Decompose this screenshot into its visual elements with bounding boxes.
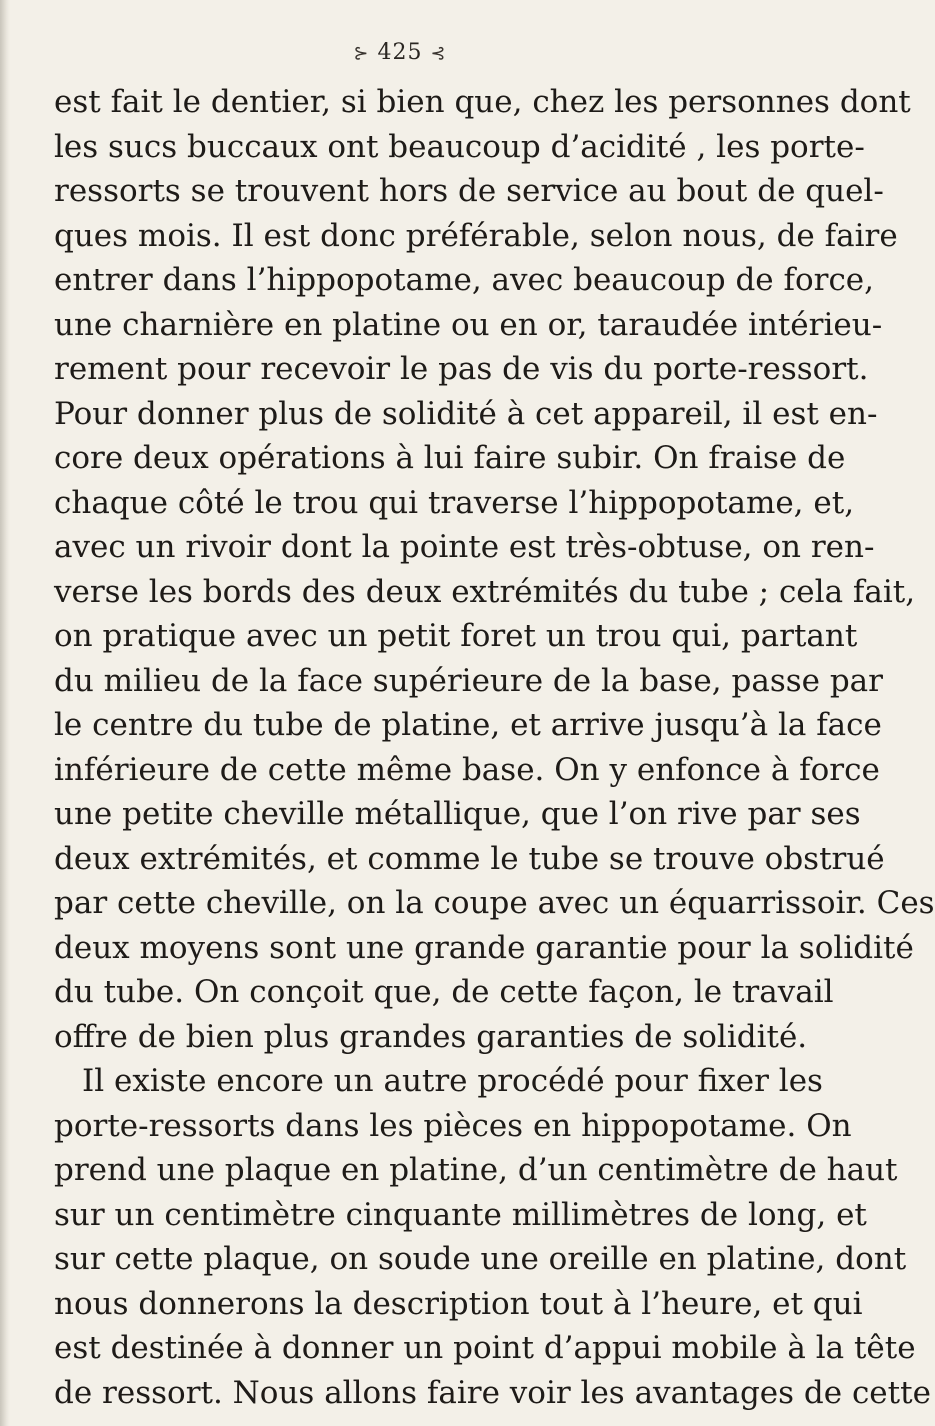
text-line: une petite cheville métallique, que l’on rive par ses	[54, 796, 861, 832]
text-line: par cette cheville, on la coupe avec un équarrissoir. Ces	[54, 885, 935, 921]
text-line: deux moyens sont une grande garantie pour la solidité	[54, 929, 914, 966]
header-ornament-left: ⊱	[353, 43, 370, 64]
text-line: porte-ressorts dans les pièces en hippopotame. On	[54, 1107, 852, 1144]
text-line: on pratique avec un petit foret un trou qui, partant	[54, 618, 858, 654]
text-line: Pour donner plus de solidité à cet appareil, il est en-	[54, 395, 878, 432]
text-line: deux extrémités, et comme le tube se trouve obstrué	[54, 840, 885, 877]
text-line: chaque côté le trou qui traverse l’hippopotame, et,	[54, 484, 855, 521]
text-line: entrer dans l’hippopotame, avec beaucoup de force,	[54, 262, 875, 298]
text-line: est destinée à donner un point d’appui mobile à la tête	[54, 1330, 916, 1366]
text-line: sur un centimètre cinquante millimètres de long, et	[54, 1196, 867, 1233]
header-ornament-right: ⊰	[430, 43, 447, 64]
paragraph-2	[54, 1059, 931, 1415]
text-line: une charnière en platine ou en or, taraudée intérieu-	[54, 306, 883, 343]
page-body	[54, 80, 935, 1415]
text-line: inférieure de cette même base. On y enfonce à force	[54, 751, 880, 788]
text-line: ques mois. Il est donc préférable, selon nous, de faire	[54, 217, 898, 254]
text-line: core deux opérations à lui faire subir. On fraise de	[54, 440, 846, 476]
text-line: verse les bords des deux extrémités du tube ; cela fait,	[54, 573, 916, 610]
text-line: avec un rivoir dont la pointe est très-obtuse, on ren-	[54, 529, 875, 565]
paragraph-1	[54, 80, 935, 1059]
text-line: Il existe encore un autre procédé pour fixer les	[82, 1063, 823, 1099]
page-number: 425	[377, 40, 423, 65]
text-line: nous donnerons la description tout à l’heure, et qui	[54, 1285, 863, 1322]
text-line: le centre du tube de platine, et arrive jusqu’à la face	[54, 707, 882, 743]
text-line: prend une plaque en platine, d’un centimètre de haut	[54, 1152, 898, 1188]
text-line: sur cette plaque, on soude une oreille en platine, dont	[54, 1241, 907, 1277]
text-line: du tube. On conçoit que, de cette façon, le travail	[54, 974, 834, 1010]
text-line: offre de bien plus grandes garanties de solidité.	[54, 1018, 808, 1055]
text-line: de ressort. Nous allons faire voir les avantages de cette	[54, 1374, 931, 1411]
text-line: les sucs buccaux ont beaucoup d’acidité , les porte-	[54, 128, 865, 165]
text-line: du milieu de la face supérieure de la base, passe par	[54, 662, 883, 699]
page-gutter-shadow	[0, 0, 10, 1426]
text-line: est fait le dentier, si bien que, chez les personnes dont	[54, 84, 911, 120]
page-header	[0, 40, 800, 65]
text-line: rement pour recevoir le pas de vis du porte-ressort.	[54, 351, 869, 387]
text-line: ressorts se trouvent hors de service au bout de quel-	[54, 173, 884, 209]
